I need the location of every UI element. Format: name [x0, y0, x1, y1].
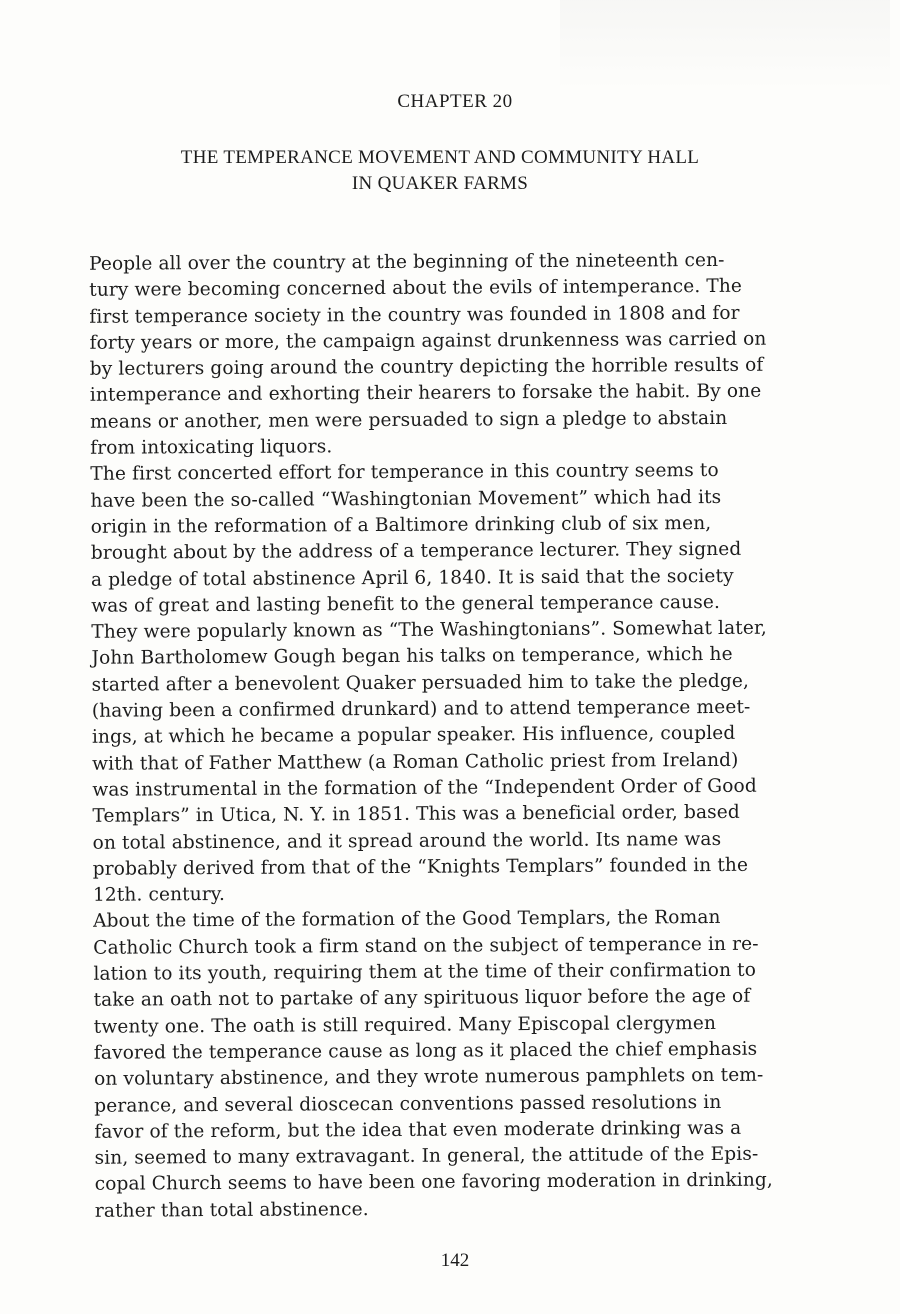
text-line: People all over the country at the beginning of the nineteenth cen- — [89, 249, 725, 275]
text-line: on total abstinence, and it spread around the world. Its name was — [92, 828, 722, 854]
text-line: They were popularly known as “The Washingtonians”. Somewhat later, — [91, 617, 767, 643]
text-line: a pledge of total abstinence April 6, 1840. It is said that the society — [90, 565, 734, 591]
text-line: first temperance society in the country was founded in 1808 and for — [89, 302, 740, 328]
text-line: favor of the reform, but the idea that even moderate drinking was a — [94, 1117, 742, 1143]
paragraph — [57, 905, 859, 1225]
paragraph — [53, 247, 854, 462]
text-line: started after a benevolent Quaker persuaded him to take the pledge, — [91, 670, 750, 696]
text-line: ings, at which he became a popular speaker. His influence, coupled — [91, 723, 736, 749]
text-line: on voluntary abstinence, and they wrote numerous pamphlets on tem- — [93, 1064, 764, 1090]
text-line: copal Church seems to have been one favoring moderation in drinking, — [94, 1170, 773, 1196]
text-line: rather than total abstinence. — [94, 1198, 369, 1222]
text-line: have been the so-called “Washingtonian Movement” which had its — [90, 486, 722, 512]
text-line: favored the temperance cause as long as it placed the chief emphasis — [93, 1038, 758, 1064]
text-line: brought about by the address of a temperance lecturer. They signed — [90, 539, 742, 565]
text-line: take an oath not to partake of any spirituous liquor before the age of — [93, 986, 751, 1012]
text-line: probably derived from that of the “Knights Templars” founded in the — [92, 854, 749, 880]
chapter-heading: CHAPTER 20 — [397, 91, 513, 112]
page-number: 142 — [440, 1250, 470, 1271]
chapter-title-line: IN QUAKER FARMS — [351, 173, 529, 194]
text-line: origin in the reformation of a Baltimore drinking club of six men, — [90, 512, 712, 538]
text-line: About the time of the formation of the Good Templars, the Roman — [93, 907, 721, 933]
text-line: was of great and lasting benefit to the general temperance cause. — [91, 591, 721, 617]
text-line: perance, and several dioscecan conventions passed resolutions in — [94, 1091, 722, 1117]
text-line: Templars” in Utica, N. Y. in 1851. This was a beneficial order, based — [92, 802, 740, 828]
text-line: means or another, men were persuaded to sign a pledge to abstain — [89, 407, 728, 433]
text-line: forty years or more, the campaign against drunkenness was carried on — [89, 328, 767, 354]
text-line: by lecturers going around the country depicting the horrible results of — [89, 354, 764, 380]
chapter-title-line: THE TEMPERANCE MOVEMENT AND COMMUNITY HALL — [180, 147, 700, 168]
text-line: lation to its youth, requiring them at the time of their confirmation to — [93, 959, 757, 985]
text-line: twenty one. The oath is still required. Many Episcopal clergymen — [93, 1012, 717, 1038]
text-line: The first concerted effort for temperance in this country seems to — [90, 460, 719, 486]
text-line: 12th. century. — [92, 884, 226, 906]
text-line: (having been a confirmed drunkard) and to attend temperance meet- — [91, 696, 751, 722]
text-line: sin, seemed to many extravagant. In general, the attitude of the Epis- — [94, 1143, 759, 1169]
text-line: from intoxicating liquors. — [90, 436, 333, 459]
paragraph — [54, 457, 857, 909]
text-line: John Bartholomew Gough began his talks on temperance, which he — [91, 644, 733, 670]
text-line: with that of Father Matthew (a Roman Catholic priest from Ireland) — [92, 749, 739, 775]
text-line: was instrumental in the formation of the “Independent Order of Good — [92, 775, 757, 801]
bleed-through-shadow — [560, 0, 890, 90]
text-line: tury were becoming concerned about the evils of intemperance. The — [89, 276, 743, 302]
body-text — [53, 247, 859, 1225]
text-line: intemperance and exhorting their hearers to forsake the habit. By one — [89, 381, 762, 407]
chapter-title — [0, 145, 880, 197]
text-line: Catholic Church took a firm stand on the subject of temperance in re- — [93, 933, 759, 959]
